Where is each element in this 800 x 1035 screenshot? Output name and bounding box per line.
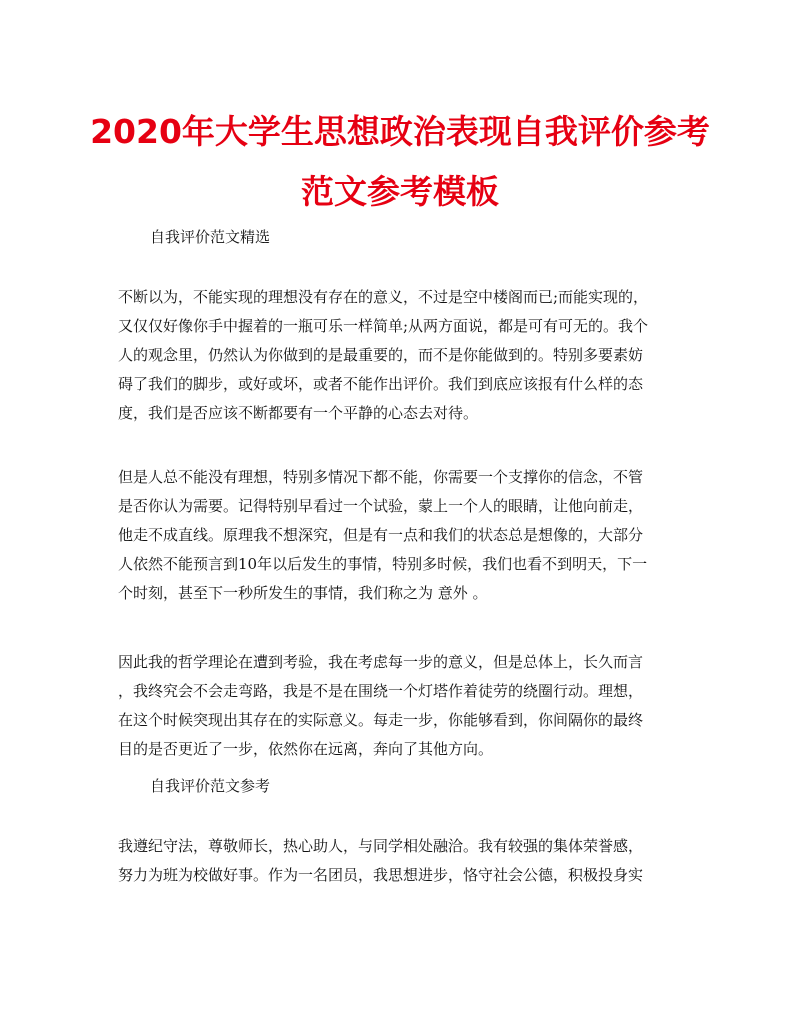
paragraph-line: 人依然不能预言到10年以后发生的事情，特别多时候，我们也看不到明天，下一 — [118, 555, 648, 573]
paragraph-line: 在这个时候突现出其存在的实际意义。每走一步，你能够看到，你间隔你的最终 — [118, 711, 644, 729]
paragraph-line: 个时刻，甚至下一秒所发生的事情，我们称之为 意外 。 — [118, 584, 488, 602]
paragraph-2 — [118, 463, 684, 608]
paragraph-line: 不断以为，不能实现的理想没有存在的意义，不过是空中楼阁而已;而能实现的， — [118, 288, 649, 306]
paragraph-4 — [118, 832, 684, 890]
paragraph-line: 他走不成直线。原理我不想深究，但是有一点和我们的状态总是想像的，大部分 — [118, 526, 644, 544]
paragraph-line: ，我终究会不会走弯路，我是不是在围绕一个灯塔作着徒劳的绕圈行动。理想， — [118, 682, 644, 700]
paragraph-line: 目的是否更近了一步，依然你在远离，奔向了其他方向。 — [118, 740, 494, 758]
paragraph-3 — [118, 648, 684, 764]
paragraph-line: 但是人总不能没有理想，特别多情况下都不能，你需要一个支撑你的信念，不管 — [118, 468, 644, 486]
document-title-line-2: 范文参考模板 — [301, 172, 499, 211]
paragraph-line: 努力为班为校做好事。作为一名团员，我思想进步，恪守社会公德，积极投身实 — [118, 866, 644, 884]
paragraph-line: 又仅仅好像你手中握着的一瓶可乐一样简单;从两方面说，都是可有可无的。我个 — [118, 317, 649, 335]
paragraph-line: 度，我们是否应该不断都要有一个平静的心态去对待。 — [118, 404, 479, 422]
section-heading-selected: 自我评价范文精选 — [150, 228, 271, 246]
document-title-line-1: 2020年大学生思想政治表现自我评价参考 — [90, 112, 710, 151]
paragraph-line: 人的观念里，仍然认为你做到的是最重要的，而不是你能做到的。特别多要素妨 — [118, 346, 644, 364]
paragraph-line: 因此我的哲学理论在遭到考验，我在考虑每一步的意义，但是总体上，长久而言 — [118, 653, 644, 671]
paragraph-line: 我遵纪守法，尊敬师长，热心助人，与同学相处融洽。我有较强的集体荣誉感， — [118, 837, 644, 855]
paragraph-line: 碍了我们的脚步，或好或坏，或者不能作出评价。我们到底应该报有什么样的态 — [118, 375, 644, 393]
paragraph-1 — [118, 283, 684, 428]
section-heading-reference: 自我评价范文参考 — [150, 777, 271, 795]
paragraph-line: 是否你认为需要。记得特别早看过一个试验，蒙上一个人的眼睛，让他向前走， — [118, 497, 644, 515]
